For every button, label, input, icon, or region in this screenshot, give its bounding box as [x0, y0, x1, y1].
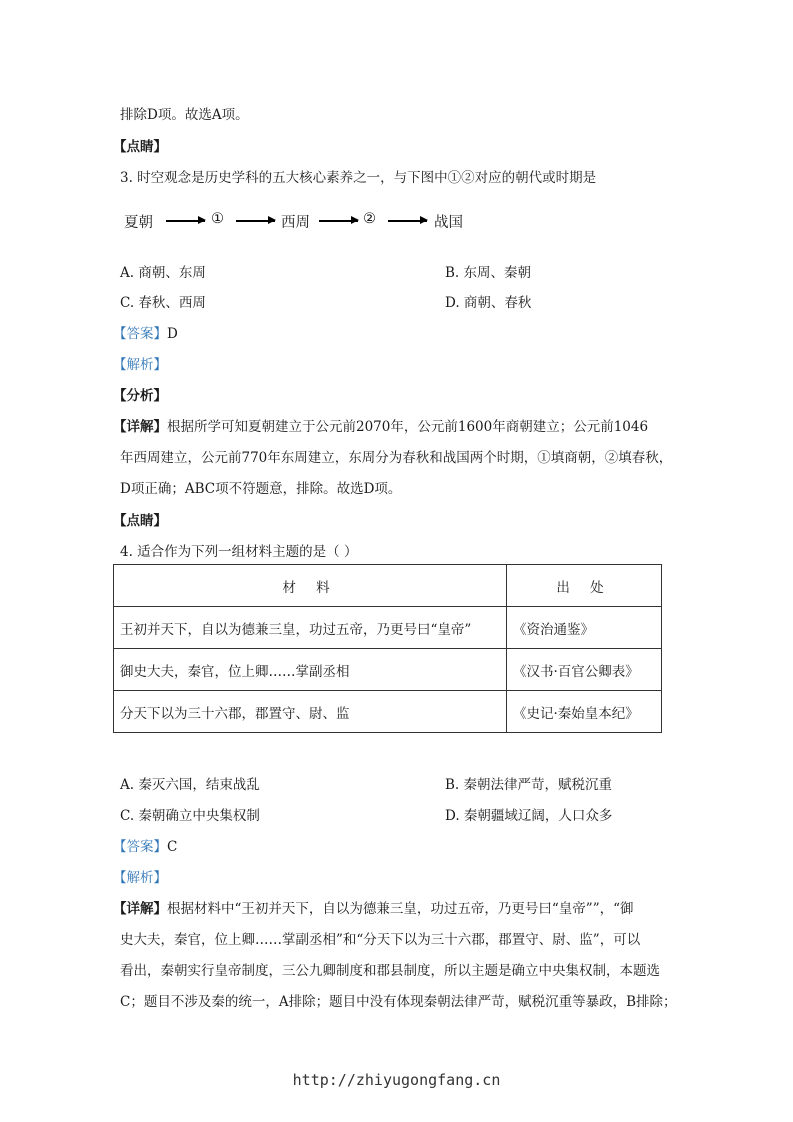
section-tag-jiexi: 【解析】 — [113, 357, 167, 373]
q4-option-b: B. 秦朝法律严苛，赋税沉重 — [445, 777, 613, 793]
table-row — [114, 649, 662, 691]
flow-arrow-icon — [166, 220, 205, 222]
answer-value: C — [167, 839, 178, 855]
q3-option-b: B. 东周、秦朝 — [445, 265, 532, 281]
flow-arrow-icon — [319, 220, 358, 222]
answer-tag: 【答案】 — [113, 839, 167, 855]
q3-option-a: A. 商朝、东周 — [120, 265, 206, 281]
table-cell-source: 《史记·秦始皇本纪》 — [507, 691, 662, 733]
table-header-source: 出 处 — [507, 565, 662, 607]
material-table — [113, 564, 662, 733]
q4-option-d: D. 秦朝疆域辽阔，人口众多 — [445, 808, 613, 824]
answer-3 — [113, 322, 178, 342]
section-tag-fenxi: 【分析】 — [113, 388, 167, 404]
table-cell-source: 《汉书·百官公卿表》 — [507, 649, 662, 691]
flow-node-xizhou: 西周 — [281, 215, 310, 231]
q3-option-d: D. 商朝、春秋 — [445, 295, 532, 311]
flow-arrow-icon — [388, 220, 427, 222]
detail-3-line-1 — [113, 415, 648, 435]
question-3-stem: 3. 时空观念是历史学科的五大核心素养之一，与下图中①②对应的朝代或时期是 — [120, 170, 597, 186]
footer-url: http://zhiyugongfang.cn — [292, 1071, 501, 1089]
detail-3-line-3: D项正确；ABC项不符题意，排除。故选D项。 — [120, 481, 402, 497]
flow-node-xia: 夏朝 — [124, 215, 153, 231]
section-tag-jiexi: 【解析】 — [113, 870, 167, 886]
flow-node-blank-1: ① — [211, 211, 224, 227]
detail-4-line-1 — [113, 897, 634, 917]
table-header-row — [114, 565, 662, 607]
detail-tag: 【详解】 — [113, 901, 167, 917]
detail-4-line-3: 看出，秦朝实行皇帝制度，三公九卿制度和郡县制度，所以主题是确立中央集权制，本题选 — [120, 963, 660, 979]
detail-4-line-2: 史大夫，秦官，位上卿……掌副丞相”和“分天下以为三十六郡，郡置守、尉、监”，可以 — [120, 932, 641, 948]
flow-node-blank-2: ② — [363, 211, 376, 227]
table-row — [114, 691, 662, 733]
answer-4 — [113, 835, 177, 855]
detail-3-line-2: 年西周建立，公元前770年东周建立，东周分为春秋和战国两个时期，①填商朝，②填春秋， — [120, 450, 673, 466]
flow-arrow-icon — [236, 220, 275, 222]
detail-text: 根据材料中“王初并天下，自以为德兼三皇，功过五帝，乃更号曰“皇帝””，“御 — [167, 901, 634, 917]
table-cell-material: 分天下以为三十六郡，郡置守、尉、监 — [114, 691, 507, 733]
table-cell-source: 《资治通鉴》 — [507, 607, 662, 649]
text-line: 排除D项。故选A项。 — [120, 107, 249, 123]
section-tag-dianjing: 【点睛】 — [113, 139, 167, 155]
question-4-stem: 4. 适合作为下列一组材料主题的是（ ） — [120, 544, 358, 560]
table-cell-material: 御史大夫，秦官，位上卿……掌副丞相 — [114, 649, 507, 691]
q4-option-a: A. 秦灭六国，结束战乱 — [120, 777, 260, 793]
detail-4-line-4: C；题目不涉及秦的统一，A排除；题目中没有体现秦朝法律严苛，赋税沉重等暴政，B排除； — [120, 994, 677, 1010]
section-tag-dianjing: 【点睛】 — [113, 513, 167, 529]
table-row — [114, 607, 662, 649]
answer-value: D — [167, 326, 178, 342]
table-cell-material: 王初并天下，自以为德兼三皇，功过五帝，乃更号曰“皇帝” — [114, 607, 507, 649]
detail-text: 根据所学可知夏朝建立于公元前2070年，公元前1600年商朝建立；公元前1046 — [167, 419, 649, 435]
answer-tag: 【答案】 — [113, 326, 167, 342]
detail-tag: 【详解】 — [113, 419, 167, 435]
q4-option-c: C. 秦朝确立中央集权制 — [120, 808, 260, 824]
table-header-material: 材 料 — [114, 565, 507, 607]
q3-option-c: C. 春秋、西周 — [120, 295, 206, 311]
flow-node-zhanguo: 战国 — [434, 215, 463, 231]
